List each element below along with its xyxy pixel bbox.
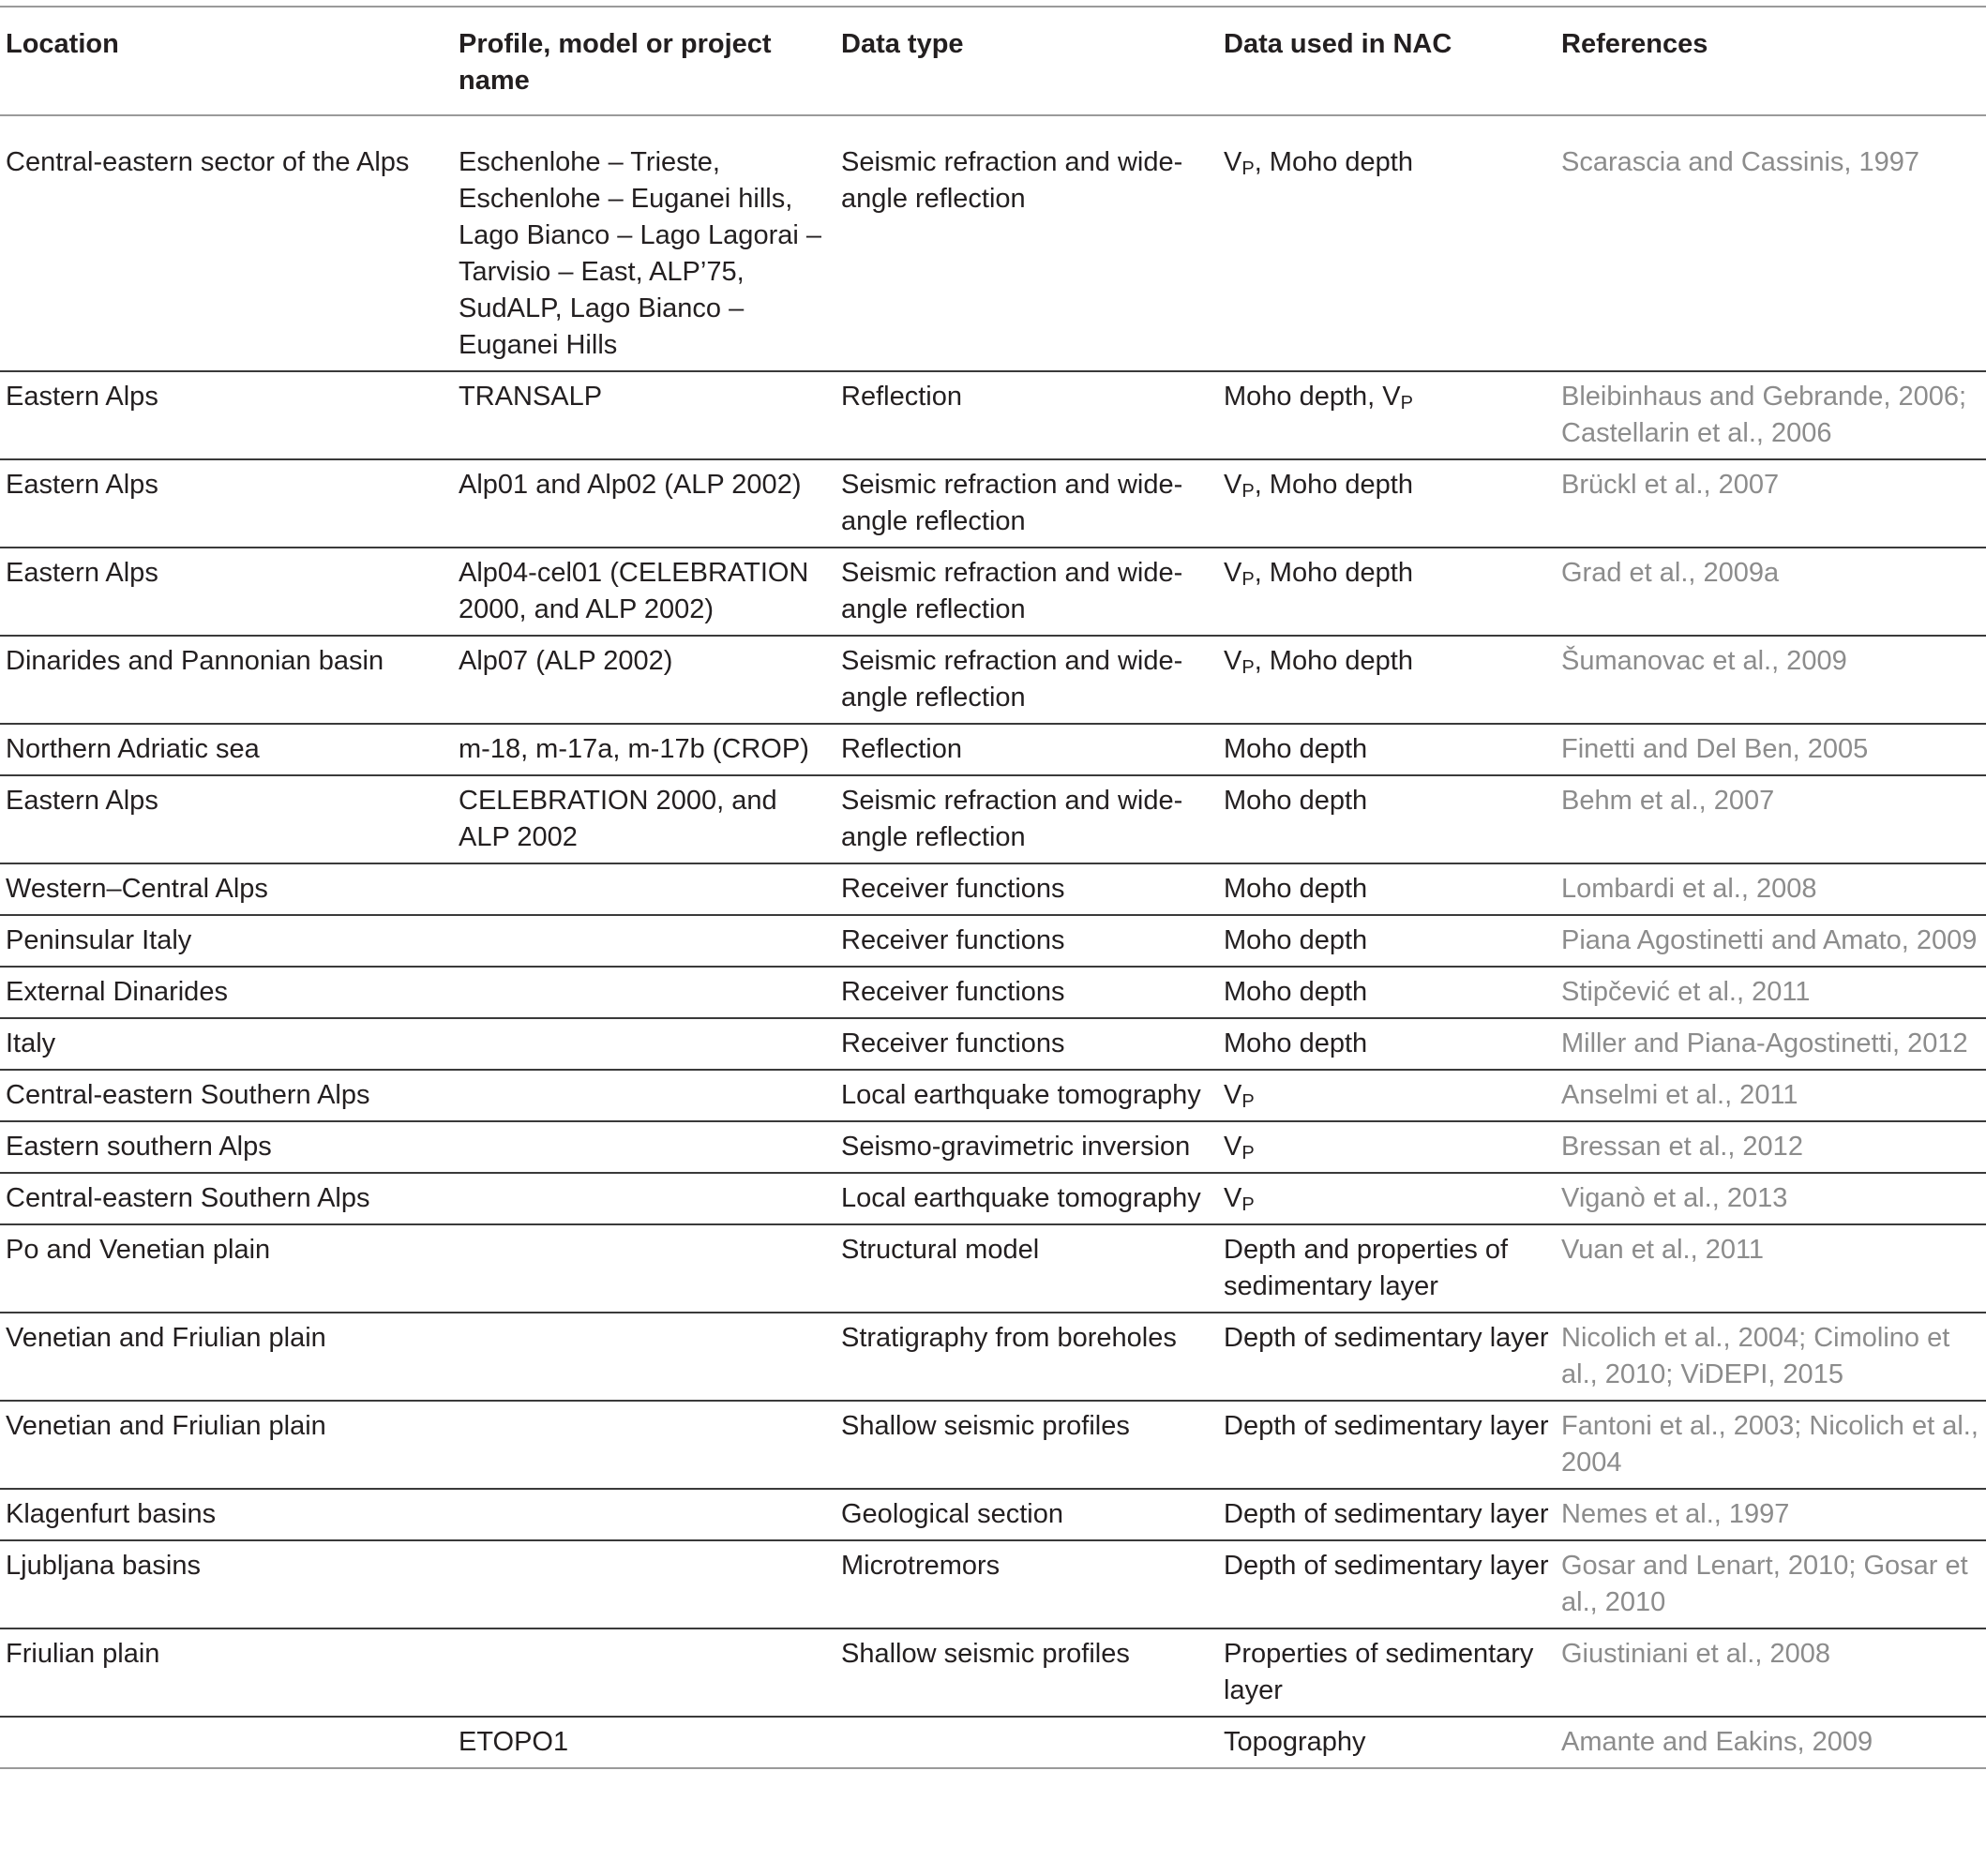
table-row	[0, 1070, 1986, 1121]
cell-profile: CELEBRATION 2000, and ALP 2002	[459, 786, 777, 852]
cell-data-type: Receiver functions	[841, 1028, 1065, 1058]
cell-location: External Dinarides	[6, 977, 228, 1007]
cell-profile	[453, 1121, 835, 1173]
table-row	[0, 915, 1986, 967]
cell-profile	[453, 1540, 835, 1628]
table-row	[0, 371, 1986, 459]
table-row	[0, 1489, 1986, 1540]
cell-data-type: Local earthquake tomography	[841, 1080, 1201, 1110]
cell-data-type: Seismo-gravimetric inversion	[841, 1132, 1191, 1162]
cell-data-used: Depth of sedimentary layer	[1224, 1411, 1549, 1441]
table-row	[0, 1173, 1986, 1224]
cell-references: Nicolich et al., 2004; Cimolino et al., 2010; ViDEPI, 2015	[1561, 1323, 1950, 1389]
data-sources-table	[0, 6, 1986, 1769]
cell-data-type: Reflection	[841, 734, 962, 764]
cell-data-type: Receiver functions	[841, 977, 1065, 1007]
cell-location: Po and Venetian plain	[6, 1235, 271, 1265]
cell-data-used: $V_P$	[1224, 1132, 1255, 1163]
header-profile: Profile, model or project name	[459, 29, 772, 96]
cell-references: Giustiniani et al., 2008	[1561, 1639, 1830, 1669]
cell-location: Venetian and Friulian plain	[6, 1411, 326, 1441]
cell-profile: ETOPO1	[459, 1727, 569, 1757]
cell-profile	[453, 1173, 835, 1224]
table-row	[0, 724, 1986, 775]
cell-references: Nemes et al., 1997	[1561, 1499, 1790, 1529]
cell-location: Eastern Alps	[6, 786, 158, 816]
cell-profile	[453, 1070, 835, 1121]
cell-references: Brückl et al., 2007	[1561, 470, 1780, 500]
cell-references: Scarascia and Cassinis, 1997	[1561, 147, 1920, 177]
cell-data-used: Depth and properties of sedimentary layer	[1224, 1235, 1509, 1301]
cell-location	[0, 1717, 453, 1768]
cell-location: Central-eastern Southern Alps	[6, 1080, 370, 1110]
table-row	[0, 548, 1986, 636]
cell-references: Amante and Eakins, 2009	[1561, 1727, 1873, 1757]
cell-data-used: Properties of sedimentary layer	[1224, 1639, 1534, 1705]
header-location: Location	[6, 29, 119, 59]
cell-location: Central-eastern Southern Alps	[6, 1183, 370, 1213]
cell-data-type: Seismic refraction and wide- angle reflection	[841, 646, 1183, 713]
cell-references: Bleibinhaus and Gebrande, 2006; Castellarin et al., 2006	[1561, 382, 1967, 448]
table-row	[0, 1540, 1986, 1628]
table-body	[0, 115, 1986, 1768]
cell-data-used: Depth of sedimentary layer	[1224, 1551, 1549, 1581]
cell-data-used: Depth of sedimentary layer	[1224, 1499, 1549, 1529]
header-data-type: Data type	[841, 29, 964, 59]
cell-data-type: Shallow seismic profiles	[841, 1639, 1130, 1669]
cell-references: Fantoni et al., 2003; Nicolich et al., 2004	[1561, 1411, 1978, 1478]
table-row	[0, 1121, 1986, 1173]
table-header	[0, 7, 1986, 115]
header-row	[0, 7, 1986, 115]
cell-references: Miller and Piana-Agostinetti, 2012	[1561, 1028, 1968, 1058]
cell-data-used: $V_P$, Moho depth	[1224, 147, 1413, 179]
cell-data-used: Moho depth	[1224, 734, 1368, 764]
cell-data-type: Receiver functions	[841, 925, 1065, 955]
header-data-used: Data used in NAC	[1224, 29, 1452, 59]
cell-profile	[453, 1628, 835, 1717]
table-row	[0, 1628, 1986, 1717]
cell-references: Behm et al., 2007	[1561, 786, 1775, 816]
table-row	[0, 459, 1986, 548]
cell-location: Klagenfurt basins	[6, 1499, 217, 1529]
cell-location: Peninsular Italy	[6, 925, 192, 955]
cell-data-used: Moho depth	[1224, 1028, 1368, 1058]
cell-location: Dinarides and Pannonian basin	[6, 646, 384, 676]
cell-data-used: $V_P$	[1224, 1183, 1255, 1215]
cell-location: Italy	[6, 1028, 56, 1058]
cell-data-used: $V_P$, Moho depth	[1224, 646, 1413, 678]
cell-location: Northern Adriatic sea	[6, 734, 260, 764]
cell-location: Eastern Alps	[6, 558, 158, 588]
cell-profile: TRANSALP	[459, 382, 603, 412]
cell-data-used: $V_P$	[1224, 1080, 1255, 1112]
cell-profile	[453, 1018, 835, 1070]
cell-data-used: Moho depth	[1224, 874, 1368, 904]
cell-profile	[453, 1224, 835, 1313]
cell-profile	[453, 915, 835, 967]
cell-location: Eastern Alps	[6, 470, 158, 500]
cell-data-used: Topography	[1224, 1727, 1366, 1757]
cell-data-type: Seismic refraction and wide- angle reflection	[841, 147, 1183, 214]
cell-data-type: Structural model	[841, 1235, 1040, 1265]
cell-profile	[453, 1401, 835, 1489]
cell-references: Stipčević et al., 2011	[1561, 977, 1811, 1007]
cell-profile	[453, 1489, 835, 1540]
cell-location: Venetian and Friulian plain	[6, 1323, 326, 1353]
cell-profile	[453, 967, 835, 1018]
cell-location: Eastern Alps	[6, 382, 158, 412]
cell-data-used: Moho depth	[1224, 977, 1368, 1007]
cell-profile: m-18, m-17a, m-17b (CROP)	[459, 734, 809, 764]
table-row	[0, 115, 1986, 371]
cell-data-type	[835, 1717, 1218, 1768]
cell-location: Friulian plain	[6, 1639, 160, 1669]
cell-references: Bressan et al., 2012	[1561, 1132, 1803, 1162]
cell-references: Finetti and Del Ben, 2005	[1561, 734, 1869, 764]
cell-data-type: Receiver functions	[841, 874, 1065, 904]
table-row	[0, 1224, 1986, 1313]
cell-data-type: Stratigraphy from boreholes	[841, 1323, 1177, 1353]
cell-data-used: Depth of sedimentary layer	[1224, 1323, 1549, 1353]
cell-references: Piana Agostinetti and Amato, 2009	[1561, 925, 1978, 955]
table-row	[0, 967, 1986, 1018]
table-row	[0, 1018, 1986, 1070]
cell-references: Grad et al., 2009a	[1561, 558, 1780, 588]
cell-data-type: Seismic refraction and wide- angle reflection	[841, 558, 1183, 624]
cell-data-type: Seismic refraction and wide- angle reflection	[841, 786, 1183, 852]
cell-data-type: Geological section	[841, 1499, 1063, 1529]
table-row	[0, 1401, 1986, 1489]
cell-location: Western–Central Alps	[6, 874, 268, 904]
cell-profile: Alp07 (ALP 2002)	[459, 646, 673, 676]
table-row	[0, 863, 1986, 915]
cell-location: Ljubljana basins	[6, 1551, 201, 1581]
cell-data-used: Moho depth	[1224, 786, 1368, 816]
cell-references: Šumanovac et al., 2009	[1561, 646, 1847, 676]
cell-profile	[453, 1313, 835, 1401]
cell-data-type: Microtremors	[841, 1551, 1001, 1581]
cell-location: Central-eastern sector of the Alps	[6, 147, 410, 177]
cell-references: Vuan et al., 2011	[1561, 1235, 1765, 1265]
cell-references: Lombardi et al., 2008	[1561, 874, 1817, 904]
cell-references: Anselmi et al., 2011	[1561, 1080, 1798, 1110]
cell-profile: Alp01 and Alp02 (ALP 2002)	[459, 470, 802, 500]
cell-profile	[453, 863, 835, 915]
cell-references: Gosar and Lenart, 2010; Gosar et al., 2010	[1561, 1551, 1968, 1617]
table-row	[0, 775, 1986, 863]
table-row	[0, 636, 1986, 724]
cell-profile: Eschenlohe – Trieste, Eschenlohe – Euganei hills, Lago Bianco – Lago Lagorai – Tarvisio – East, ALP’75, SudALP, Lago Bianco – Euganei Hills	[459, 147, 821, 360]
table-row	[0, 1313, 1986, 1401]
header-references: References	[1561, 29, 1708, 59]
cell-profile: Alp04-cel01 (CELEBRATION 2000, and ALP 2002)	[459, 558, 809, 624]
cell-data-type: Local earthquake tomography	[841, 1183, 1201, 1213]
table-row	[0, 1717, 1986, 1768]
data-sources-table-container	[0, 6, 1986, 1769]
cell-data-used: Moho depth	[1224, 925, 1368, 955]
cell-location: Eastern southern Alps	[6, 1132, 272, 1162]
cell-data-type: Seismic refraction and wide- angle reflection	[841, 470, 1183, 536]
cell-data-used: $V_P$, Moho depth	[1224, 558, 1413, 590]
cell-data-type: Shallow seismic profiles	[841, 1411, 1130, 1441]
cell-references: Viganò et al., 2013	[1561, 1183, 1788, 1213]
cell-data-used: Moho depth, $V_P$	[1224, 382, 1413, 413]
cell-data-used: $V_P$, Moho depth	[1224, 470, 1413, 502]
cell-data-type: Reflection	[841, 382, 962, 412]
